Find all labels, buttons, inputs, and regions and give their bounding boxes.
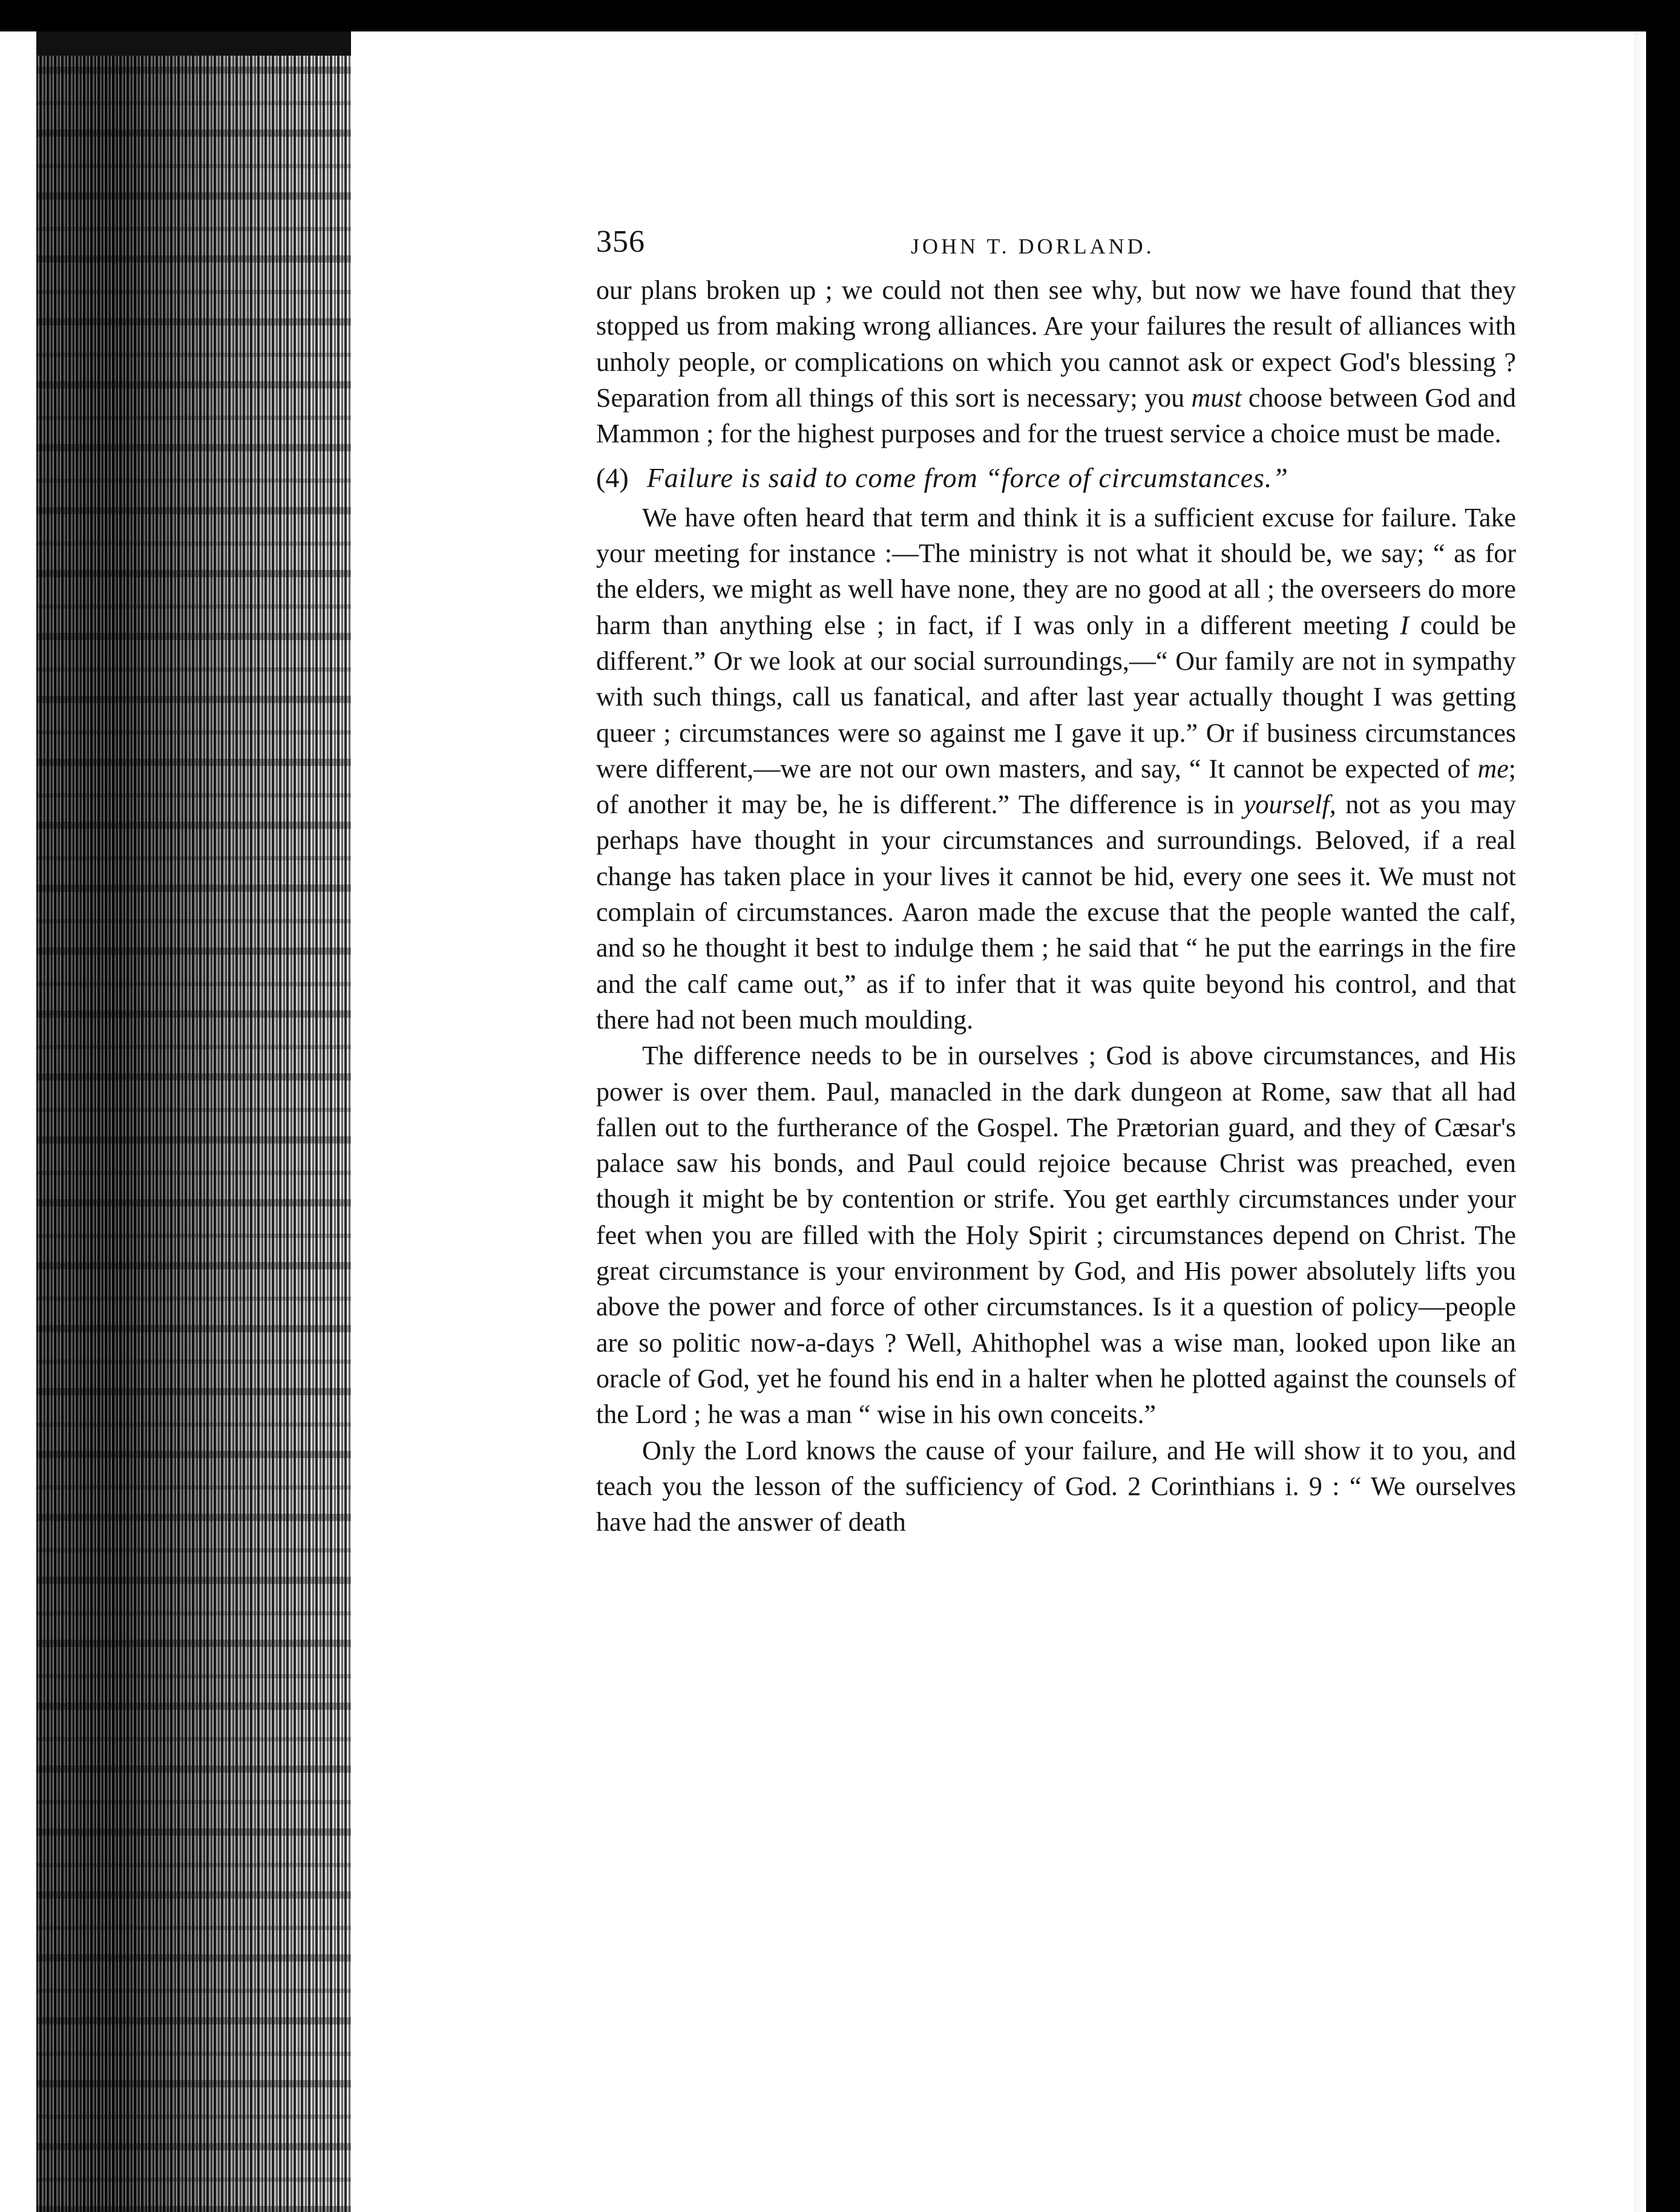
section-heading	[596, 460, 1516, 496]
paragraph-2-part-c: ; of another it may be, he is different.” The difference is in	[596, 753, 1516, 820]
paragraph-2-emphasis-1: I	[1400, 610, 1409, 640]
running-head	[596, 224, 1516, 272]
paragraph-1-end: choose between God and Mammon ; for the highest purposes and for the truest service a choice must be made.	[596, 382, 1516, 449]
book-page-edges-shading	[36, 42, 351, 2212]
scan-border-right	[1646, 0, 1680, 2212]
paragraph-1-emphasis: must	[1191, 382, 1242, 413]
paragraph-1	[596, 272, 1516, 451]
section-title: Failure is said to come from “force of circumstances.”	[646, 462, 1289, 494]
paragraph-4: Only the Lord knows the cause of your failure, and He will show it to you, and teach you the lesson of the sufficiency of God. 2 Corinthians i. 9 : “ We ourselves have had the answer of death	[596, 1435, 1516, 1537]
paragraph-1-text: our plans broken up ; we could not then see why, but now we have found that they stopped us from making wrong alliances. Are your failures the result of alliances with unholy people, or complications on which you cannot ask or expect God's blessing ? Separation from all things of this sort is necessary; you	[596, 275, 1516, 413]
page-text	[596, 224, 1516, 1540]
paragraph-2-emphasis-2: me	[1477, 753, 1509, 784]
scan-margin-left	[0, 31, 36, 2212]
running-title: JOHN T. DORLAND.	[911, 234, 1155, 258]
paragraph-2-part-b: could be different.” Or we look at our social surroundings,—“ Our family are not in sympathy with such things, call us fanatical, and after last year actually thought I was getting queer ; circumstances were so against me I gave it up.” Or if business circumstances were different,—we are not our own masters, and say, “ It cannot be expected of	[596, 610, 1516, 784]
section-number: (4)	[596, 462, 629, 494]
paragraph-3: The difference needs to be in ourselves ; God is above circumstances, and His power is over them. Paul, manacled in the dark dungeon at Rome, saw that all had fallen out to the furtherance of the Gospel. The Prætorian guard, and they of Cæsar's palace saw his bonds, and Paul could rejoice because Christ was preached, even though it might be by contention or strife. You get earthly circumstances under your feet when you are filled with the Holy Spirit ; circumstances depend on Christ. The great circumstance is your environment by God, and His power absolutely lifts you above the power and force of other circumstances. Is it a question of policy—people are so politic now-a-days ? Well, Ahithophel was a wise man, looked upon like an oracle of God, yet he found his end in a halter when he plotted against the counsels of the Lord ; he was a man “ wise in his own conceits.”	[596, 1041, 1516, 1430]
paragraph-2-part-a: We have often heard that term and think it is a sufficient excuse for failure. Take your meeting for instance :—The ministry is not what it should be, we say; “ as for the elders, we might as well have none, they are no good at all ; the overseers do more harm than anything else ; in fact, if I was only in a different meeting	[596, 502, 1516, 640]
paragraph-2-emphasis-3: yourself,	[1243, 790, 1336, 820]
book-top-shadow	[36, 31, 351, 56]
paragraph-2	[596, 500, 1516, 1038]
scan-right-margin	[1634, 31, 1646, 2212]
page-number: 356	[596, 224, 645, 259]
paragraph-2-part-d: not as you may perhaps have thought in your circumstances and surroundings. Beloved, if a real change has taken place in your lives it cannot be hid, every one sees it. We must not complain of circumstances. Aaron made the excuse that the people wanted the calf, and so he thought it best to indulge them ; he said that “ he put the earrings in the fire and the calf came out,” as if to infer that it was quite beyond his control, and that there had not been much moulding.	[596, 790, 1516, 1035]
scan-border-top	[0, 0, 1680, 31]
